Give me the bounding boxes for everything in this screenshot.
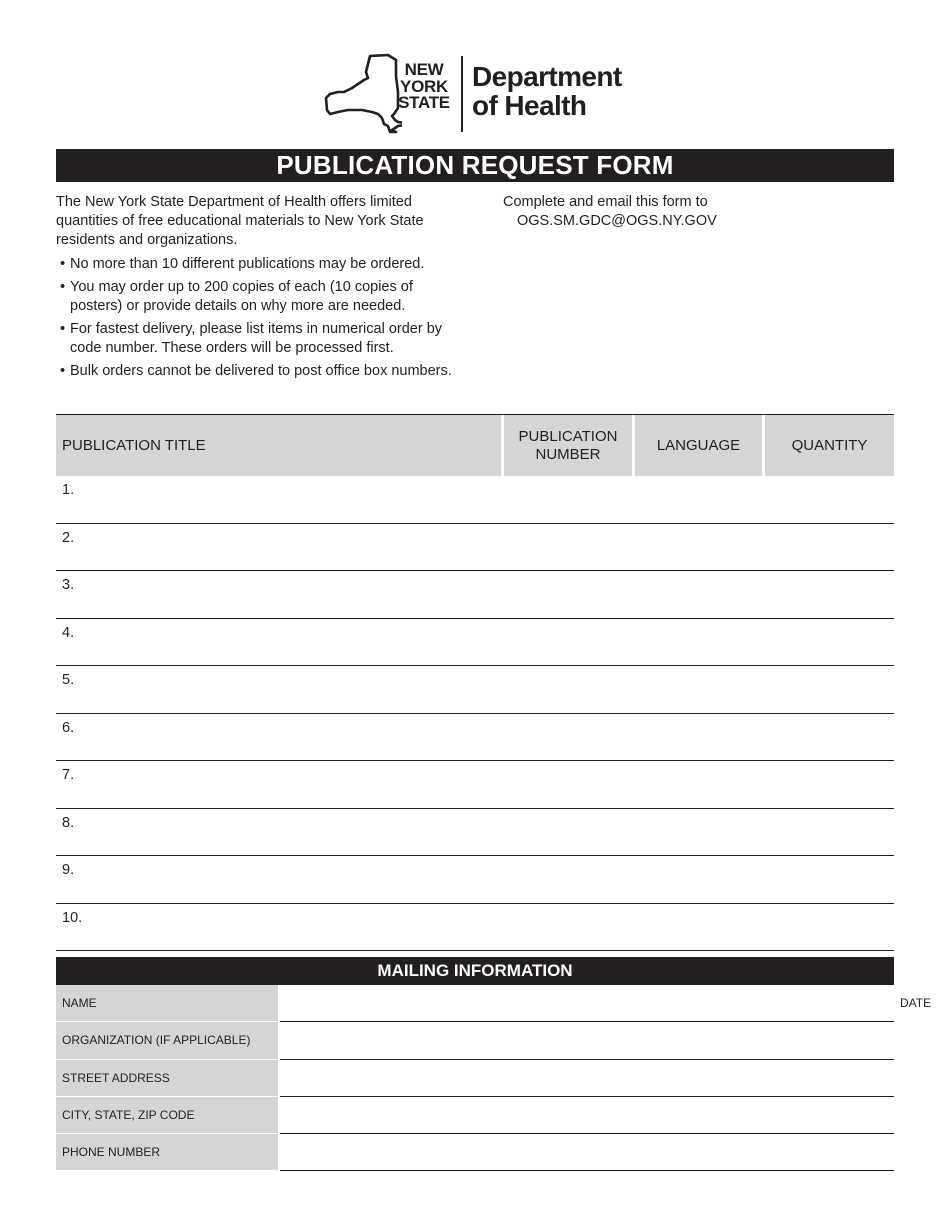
instruction-item: • No more than 10 different publications may be ordered.: [60, 255, 460, 274]
table-row[interactable]: [56, 761, 894, 809]
row-number: 2.: [62, 529, 75, 546]
row-number: 8.: [62, 814, 75, 831]
table-row[interactable]: [56, 571, 894, 619]
row-number: 4.: [62, 624, 75, 641]
table-row[interactable]: [56, 524, 894, 572]
row-number: 1.: [62, 482, 75, 498]
department-line: of Health: [472, 90, 587, 121]
header-publication-title: PUBLICATION TITLE: [56, 415, 501, 476]
organization-label: ORGANIZATION (IF APPLICABLE): [56, 1022, 278, 1059]
instructions-list: [60, 255, 460, 385]
city-state-zip-label: CITY, STATE, ZIP CODE: [56, 1097, 278, 1134]
table-row[interactable]: [56, 666, 894, 714]
publication-table: [56, 414, 894, 951]
mailing-row-organization: [56, 1022, 894, 1059]
logo-state-line: STATE: [398, 93, 450, 112]
table-row[interactable]: [56, 856, 894, 904]
row-number: 9.: [62, 862, 75, 878]
table-row[interactable]: [56, 476, 894, 524]
logo-state-text: [398, 62, 450, 112]
mailing-row-phone: [56, 1134, 894, 1171]
table-body: [56, 476, 894, 951]
row-number: 10.: [62, 909, 83, 926]
name-label: NAME: [56, 985, 278, 1022]
logo-state-line: YORK: [400, 76, 448, 96]
department-line: Department: [472, 61, 622, 92]
phone-number-field[interactable]: [280, 1134, 894, 1171]
intro-paragraph: The New York State Department of Health offers limited quantities of free educational materials to New York State residents and organizations.: [56, 194, 424, 248]
department-name: [472, 62, 622, 120]
table-row[interactable]: [56, 619, 894, 667]
mailing-row-street: [56, 1060, 894, 1097]
email-instruction-text: Complete and email this form to: [503, 194, 708, 210]
phone-number-label: PHONE NUMBER: [56, 1134, 278, 1171]
row-number: 3.: [62, 577, 75, 593]
row-number: 5.: [62, 672, 75, 688]
header-quantity: QUANTITY: [765, 415, 894, 476]
street-address-field[interactable]: [280, 1060, 894, 1097]
instruction-item: • Bulk orders cannot be delivered to post office box numbers.: [60, 362, 460, 381]
table-row[interactable]: [56, 714, 894, 762]
name-field[interactable]: [280, 985, 932, 1022]
row-number: 7.: [62, 767, 75, 783]
header-publication-number: PUBLICATION NUMBER: [504, 415, 632, 476]
street-address-label: STREET ADDRESS: [56, 1060, 278, 1097]
row-number: 6.: [62, 719, 75, 736]
header-language: LANGUAGE: [635, 415, 762, 476]
mailing-row-name: [56, 985, 932, 1022]
mailing-information-table: [56, 985, 932, 1171]
city-state-zip-field[interactable]: [280, 1097, 894, 1134]
table-row[interactable]: [56, 904, 894, 952]
instruction-item: • For fastest delivery, please list items in numerical order by code number. These orders will be processed first.: [60, 320, 460, 358]
table-row[interactable]: [56, 809, 894, 857]
logo-divider: [461, 56, 463, 132]
organization-field[interactable]: [280, 1022, 894, 1059]
email-instructions: [503, 193, 763, 231]
table-header: [56, 414, 894, 476]
instruction-item: • You may order up to 200 copies of each (10 copies of posters) or provide details on why more are needed.: [60, 278, 460, 316]
email-address-link[interactable]: OGS.SM.GDC@OGS.NY.GOV: [517, 213, 717, 229]
nys-doh-logo: [322, 52, 632, 136]
intro-text: [56, 193, 456, 250]
date-label: DATE: [900, 996, 932, 1011]
mailing-row-city: [56, 1097, 894, 1134]
mailing-information-title: MAILING INFORMATION: [56, 957, 894, 985]
form-title: PUBLICATION REQUEST FORM: [56, 149, 894, 182]
new-york-state-outline-icon: [322, 52, 402, 136]
logo-state-line: NEW: [404, 60, 444, 79]
